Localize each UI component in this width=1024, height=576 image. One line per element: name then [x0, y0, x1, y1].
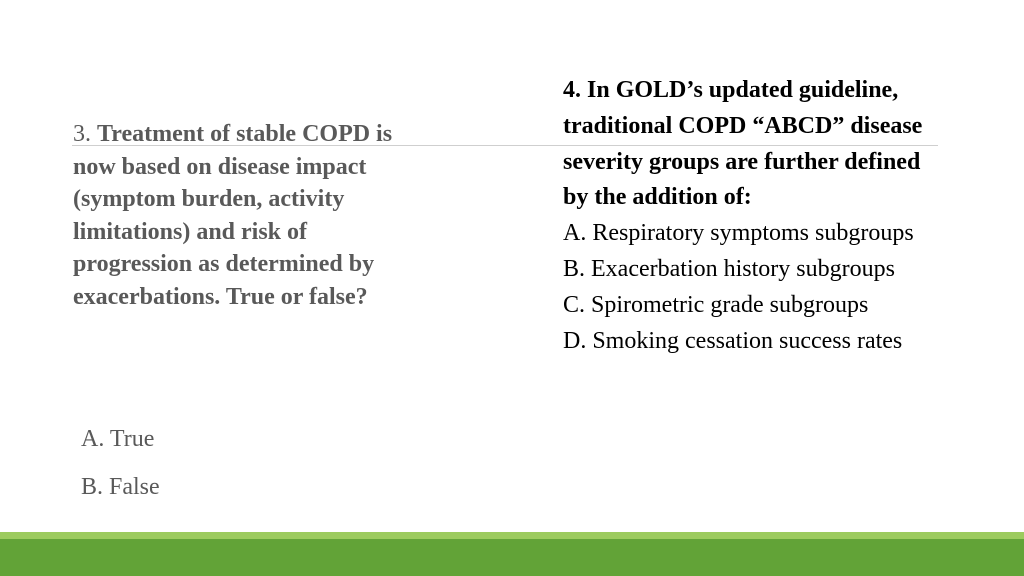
question-4-stem: 4. In GOLD’s updated guideline, traditional COPD “ABCD” disease severity groups are further defined by the addition of: [563, 77, 923, 211]
question-3-stem: Treatment of stable COPD is now based on disease impact (symptom burden, activity limitations) and risk of progression as determined by exacerbations. True or false? [73, 121, 393, 310]
question-4-option-a: A. Respiratory symptoms subgroups [563, 220, 914, 247]
footer-band-light [0, 532, 1024, 539]
question-3-option-b: B. False [81, 474, 160, 500]
question-4-option-d: D. Smoking cessation success rates [563, 327, 903, 354]
footer-band-dark [0, 539, 1024, 576]
question-3-number: 3. [73, 121, 91, 147]
question-4 [563, 73, 943, 359]
question-4-option-b: B. Exacerbation history subgroups [563, 255, 895, 282]
question-3 [73, 118, 403, 314]
question-3-option-a: A. True [81, 426, 155, 452]
question-4-option-c: C. Spirometric grade subgroups [563, 291, 869, 318]
